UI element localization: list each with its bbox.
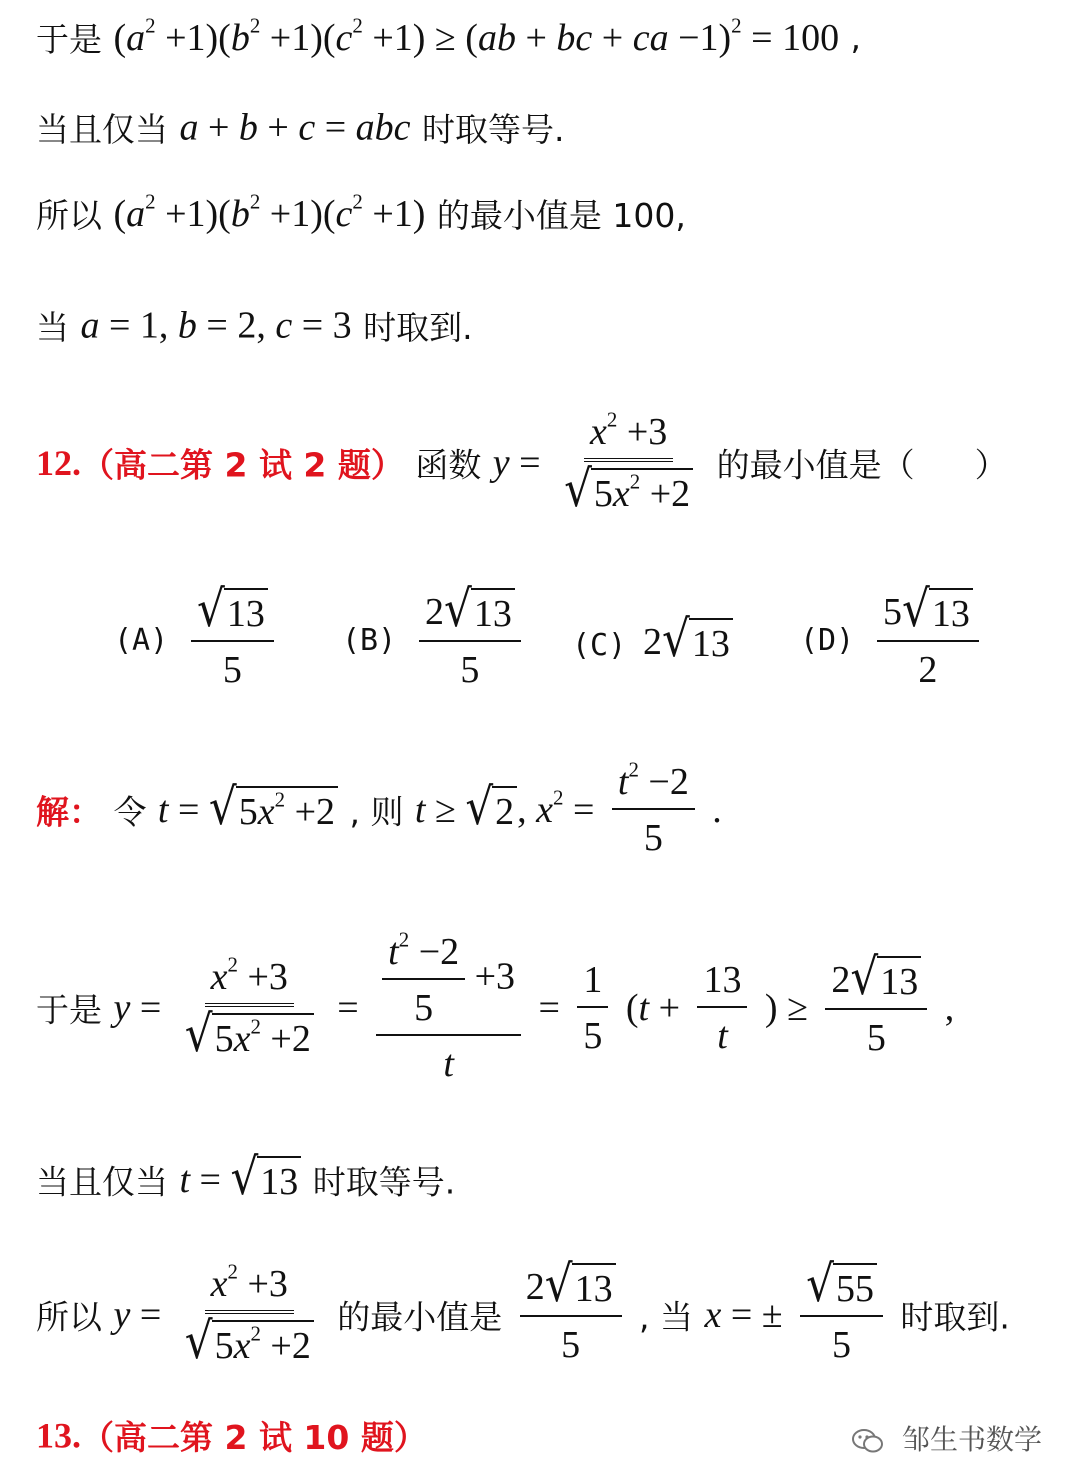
option-a — [114, 579, 280, 692]
question-tail: 的最小值是（ — [716, 445, 915, 485]
option-label: (C) — [572, 627, 627, 663]
proof-line-4 — [36, 302, 473, 349]
rhs-value: 100 — [782, 16, 840, 59]
option-value: 5 √ 13 2 — [877, 588, 979, 692]
range-condition: t ≥ √ 2 , $x^2$ = — [414, 777, 595, 837]
product-expression: $(a^2 +1)(b^2 +1)(c^2 +1)$ — [113, 188, 426, 235]
solution-line-4 — [36, 1254, 1010, 1371]
function-fraction: $x^2 +3$ √ $5x^2 +2$ — [179, 955, 320, 1061]
text-lead: 所以 — [36, 1297, 102, 1337]
option-d — [800, 579, 985, 692]
text-suffix: 的最小值是 100, — [436, 196, 686, 235]
thirteen-over-t: $\frac{13}{t}$ — [697, 958, 747, 1058]
comma: , — [944, 987, 955, 1029]
equality-condition: a + b + c = abc — [179, 106, 411, 149]
option-b — [342, 579, 527, 692]
function-def: y = — [492, 442, 541, 484]
option-label: (D) — [800, 622, 855, 658]
proof-line-1 — [36, 14, 861, 61]
text-lead: 令 — [113, 792, 147, 832]
proof-line-3 — [36, 190, 686, 237]
geq: ) ≥ — [764, 987, 808, 1029]
answer-blank-close: ） — [974, 445, 1008, 485]
option-label: (B) — [342, 622, 397, 658]
text-prefix: 所以 — [36, 196, 102, 235]
y-equals: y = — [113, 987, 162, 1029]
values: a = 1, b = 2, c = 3 — [80, 304, 352, 347]
option-value: 2 √ 13 — [643, 621, 733, 663]
equality-condition: t = √ 13 — [179, 1159, 301, 1201]
text-tail: 时取等号. — [312, 1162, 456, 1202]
solution-line-2 — [36, 927, 955, 1086]
proof-line-2 — [36, 104, 564, 151]
one-fifth: $\frac{1}{5}$ — [577, 958, 608, 1058]
solution-line-1 — [36, 757, 722, 860]
watermark-text: 邹生书数学 — [901, 1423, 1042, 1456]
question-source: （高二第 2 试 2 题） — [81, 445, 404, 485]
substitution: t = √ $5x^2 +2$ — [158, 789, 338, 831]
question-12 — [36, 407, 1008, 519]
y-equals: y = — [113, 1294, 162, 1336]
equals: = — [538, 987, 560, 1029]
comma: , — [850, 18, 862, 57]
solution-label: 解： — [36, 792, 102, 832]
option-c — [572, 609, 733, 669]
option-value: √ 13 5 — [191, 588, 274, 692]
text-suffix: 时取到. — [363, 308, 473, 347]
text-prefix: 当 — [36, 308, 69, 347]
watermark — [851, 1418, 1042, 1458]
period: . — [712, 789, 722, 831]
text-lead: 当且仅当 — [36, 1162, 168, 1202]
text-mid-2: , 当 — [639, 1297, 694, 1337]
x-squared-fraction: $\frac{t^2 -2}{5}$ — [612, 760, 695, 860]
text-tail: 时取到. — [900, 1297, 1010, 1337]
solution-line-3 — [36, 1147, 456, 1207]
x-fraction: √ 55 5 — [800, 1263, 883, 1367]
text-mid: , 则 — [349, 792, 404, 832]
question-lead: 函数 — [415, 445, 482, 485]
question-source: （高二第 2 试 10 题） — [81, 1418, 427, 1457]
option-value: 2 √ 13 5 — [419, 588, 521, 692]
question-number: 12. — [36, 443, 81, 483]
question-13 — [36, 1412, 427, 1459]
wechat-official-account-icon — [851, 1428, 885, 1454]
lower-bound: 2 √ 13 5 — [825, 956, 927, 1060]
text-prefix: 当且仅当 — [36, 110, 168, 149]
bracket-expression: (t + — [625, 987, 681, 1029]
text-mid: 的最小值是 — [337, 1297, 503, 1337]
x-value: x = ± — [704, 1294, 783, 1336]
function-fraction: $x^2 +3$ √ $5x^2 +2$ — [558, 410, 699, 516]
text-suffix: 时取等号. — [421, 110, 565, 149]
question-number: 13. — [36, 1415, 81, 1456]
equals: = — [337, 987, 359, 1029]
option-label: (A) — [114, 622, 169, 658]
function-fraction: $x^2 +3$ √ $5x^2 +2$ — [179, 1262, 320, 1368]
text-lead: 于是 — [36, 990, 102, 1030]
inequality: $(a^2 +1)(b^2 +1)(c^2 +1) \ge (ab$ + bc + ca −1)$^2$ = 100 — [113, 12, 840, 59]
nested-fraction: $\frac{t^2 -2}{5}$ +3 t — [376, 930, 521, 1086]
minimum-value: 2 √ 13 5 — [520, 1263, 622, 1367]
text-prefix: 于是 — [36, 20, 102, 59]
